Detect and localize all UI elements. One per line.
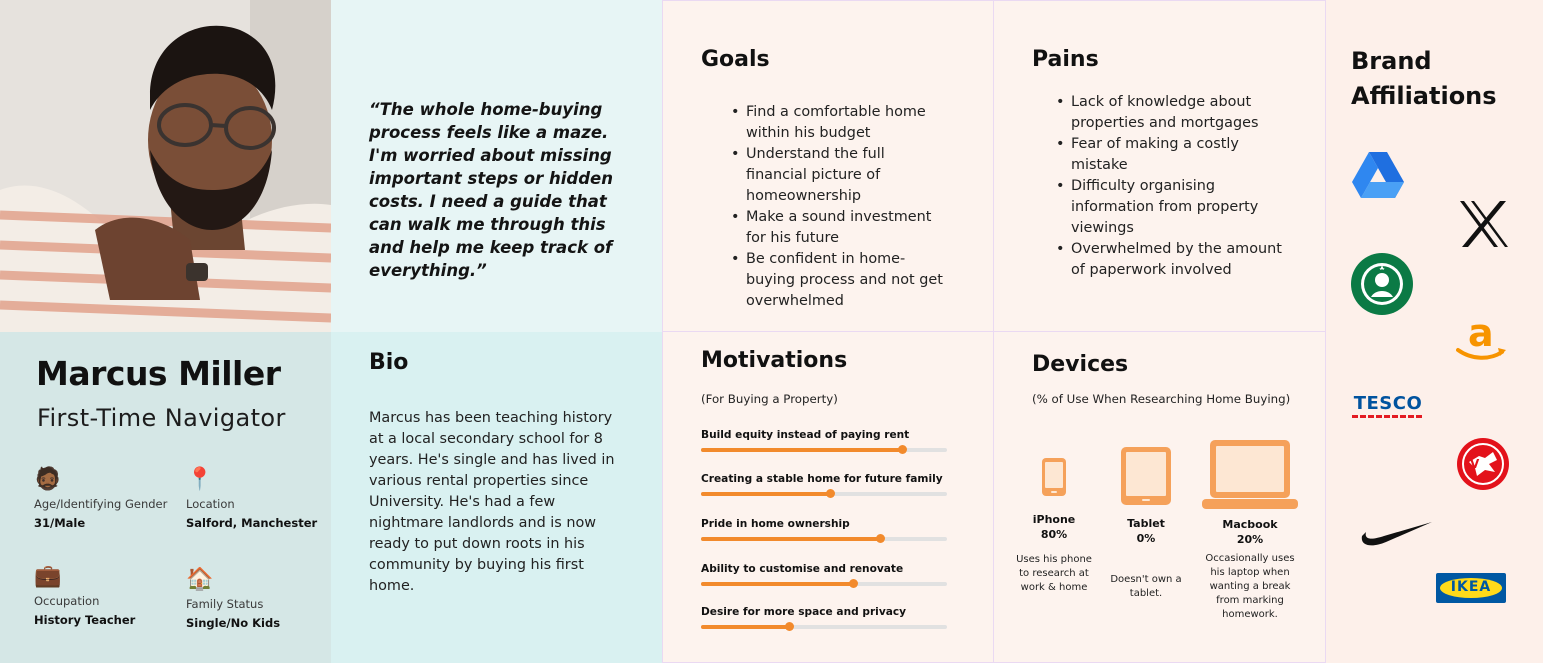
fact-value: Single/No Kids <box>186 616 281 630</box>
nike-logo <box>1360 520 1432 548</box>
device-note: Occasionally uses his laptop when wanting a break from marking homework. <box>1205 553 1295 620</box>
device-macbook <box>1200 439 1300 622</box>
goals-list <box>731 102 946 312</box>
device-name: iPhone <box>1032 513 1076 526</box>
persona-quote: “The whole home-buying process feels like a maze. I'm worried about missing important steps or hidden costs. I need a guide that can walk me through this and help me keep track of everything.” <box>369 100 613 280</box>
motivation-label: Desire for more space and privacy <box>701 606 907 618</box>
motivation-label: Build equity instead of paying rent <box>701 429 910 441</box>
x-logo <box>1460 201 1508 247</box>
device-note: Doesn't own a tablet. <box>1110 574 1182 599</box>
motivation-label: Pride in home ownership <box>701 518 850 530</box>
motivation-knob <box>849 579 858 588</box>
amazon-logo <box>1456 312 1508 364</box>
phone-icon <box>1041 457 1067 497</box>
device-note: Uses his phone to research at work & home <box>1016 554 1092 593</box>
persona-photo <box>0 0 331 332</box>
device-tablet <box>1104 446 1188 601</box>
bio-title: Bio <box>369 350 409 375</box>
device-name: Tablet <box>1127 517 1165 530</box>
pains-title: Pains <box>1032 47 1099 72</box>
quote-panel <box>331 0 662 332</box>
motivation-fill <box>701 582 854 586</box>
fact-value: History Teacher <box>34 613 136 627</box>
identity-panel <box>0 332 331 663</box>
device-percent: 0% <box>1136 532 1156 545</box>
fact-family <box>186 567 336 630</box>
tesco-logo <box>1352 393 1424 418</box>
persona-role: First-Time Navigator <box>37 404 286 432</box>
motivation-knob <box>826 489 835 498</box>
device-iphone <box>1012 457 1096 595</box>
google-drive-logo <box>1352 152 1404 198</box>
goals-title: Goals <box>701 47 770 72</box>
goal-item: • Find a comfortable home within his budget <box>731 102 946 144</box>
motivation-track <box>701 448 947 452</box>
brands-title: Brand Affiliations <box>1351 47 1497 110</box>
fact-label: Family Status <box>186 597 264 611</box>
motivation-knob <box>898 445 907 454</box>
goal-item: • Make a sound investment for his future <box>731 207 946 249</box>
fact-age <box>34 467 184 530</box>
tablet-icon <box>1120 446 1172 506</box>
motivation-label: Ability to customise and renovate <box>701 563 904 575</box>
ikea-wordmark: IKEA <box>1450 579 1492 595</box>
device-percent: 20% <box>1236 533 1264 546</box>
motivation-fill <box>701 625 790 629</box>
starbucks-logo <box>1351 253 1413 315</box>
motivation-fill <box>701 492 831 496</box>
devices-panel <box>993 331 1326 663</box>
bio-panel <box>331 332 662 663</box>
motivation-row <box>701 429 947 452</box>
fact-value: 31/Male <box>34 516 86 530</box>
pain-item: • Lack of knowledge about properties and mortgages <box>1056 92 1286 134</box>
fact-location <box>186 467 336 530</box>
motivation-fill <box>701 537 881 541</box>
motivation-track <box>701 625 947 629</box>
map-pin-icon: 📍 <box>186 467 214 492</box>
ikea-logo <box>1436 573 1506 603</box>
tesco-wordmark: TESCO <box>1353 393 1423 414</box>
motivation-fill <box>701 448 903 452</box>
pain-item: • Overwhelmed by the amount of paperwork involved <box>1056 239 1286 281</box>
fact-label: Age/Identifying Gender <box>34 497 168 511</box>
bio-text: Marcus has been teaching history at a local secondary school for 8 years. He's single and has lived in various rental properties since University. He's had a few nightmare landlords and is now ready to put down roots in his community by buying his first home. <box>369 410 615 594</box>
fact-occupation <box>34 564 184 627</box>
fact-value: Salford, Manchester <box>186 516 318 530</box>
fact-label: Occupation <box>34 594 100 608</box>
motivations-panel <box>662 331 994 663</box>
motivation-row <box>701 606 947 629</box>
motivation-row <box>701 473 947 496</box>
device-name: Macbook <box>1222 518 1278 531</box>
motivations-title: Motivations <box>701 348 848 373</box>
goal-item: • Be confident in home-buying process and not get overwhelmed <box>731 249 946 312</box>
house-icon: 🏠 <box>186 567 214 592</box>
devices-title: Devices <box>1032 352 1129 377</box>
fact-label: Location <box>186 497 235 511</box>
laptop-icon <box>1202 439 1298 511</box>
goal-item: • Understand the full financial picture of homeownership <box>731 144 946 207</box>
vauxhall-logo <box>1457 438 1509 490</box>
devices-subtitle: (% of Use When Researching Home Buying) <box>1032 392 1291 406</box>
bearded-man-icon: 🧔🏾 <box>34 467 62 492</box>
motivation-knob <box>785 622 794 631</box>
svg-text:V: V <box>1470 457 1480 471</box>
pain-item: • Fear of making a costly mistake <box>1056 134 1286 176</box>
device-percent: 80% <box>1040 528 1068 541</box>
briefcase-icon: 💼 <box>34 564 62 589</box>
motivations-subtitle: (For Buying a Property) <box>701 392 838 406</box>
motivation-label: Creating a stable home for future family <box>701 473 943 485</box>
goals-panel <box>662 0 994 332</box>
motivation-track <box>701 582 947 586</box>
motivation-track <box>701 492 947 496</box>
motivation-knob <box>876 534 885 543</box>
motivation-row <box>701 563 947 586</box>
motivation-track <box>701 537 947 541</box>
motivation-row <box>701 518 947 541</box>
persona-name: Marcus Miller <box>36 354 281 393</box>
svg-text:a: a <box>1468 312 1494 355</box>
pains-list <box>1056 92 1286 281</box>
brands-panel <box>1326 0 1543 663</box>
pain-item: • Difficulty organising information from property viewings <box>1056 176 1286 239</box>
pains-panel <box>993 0 1326 332</box>
